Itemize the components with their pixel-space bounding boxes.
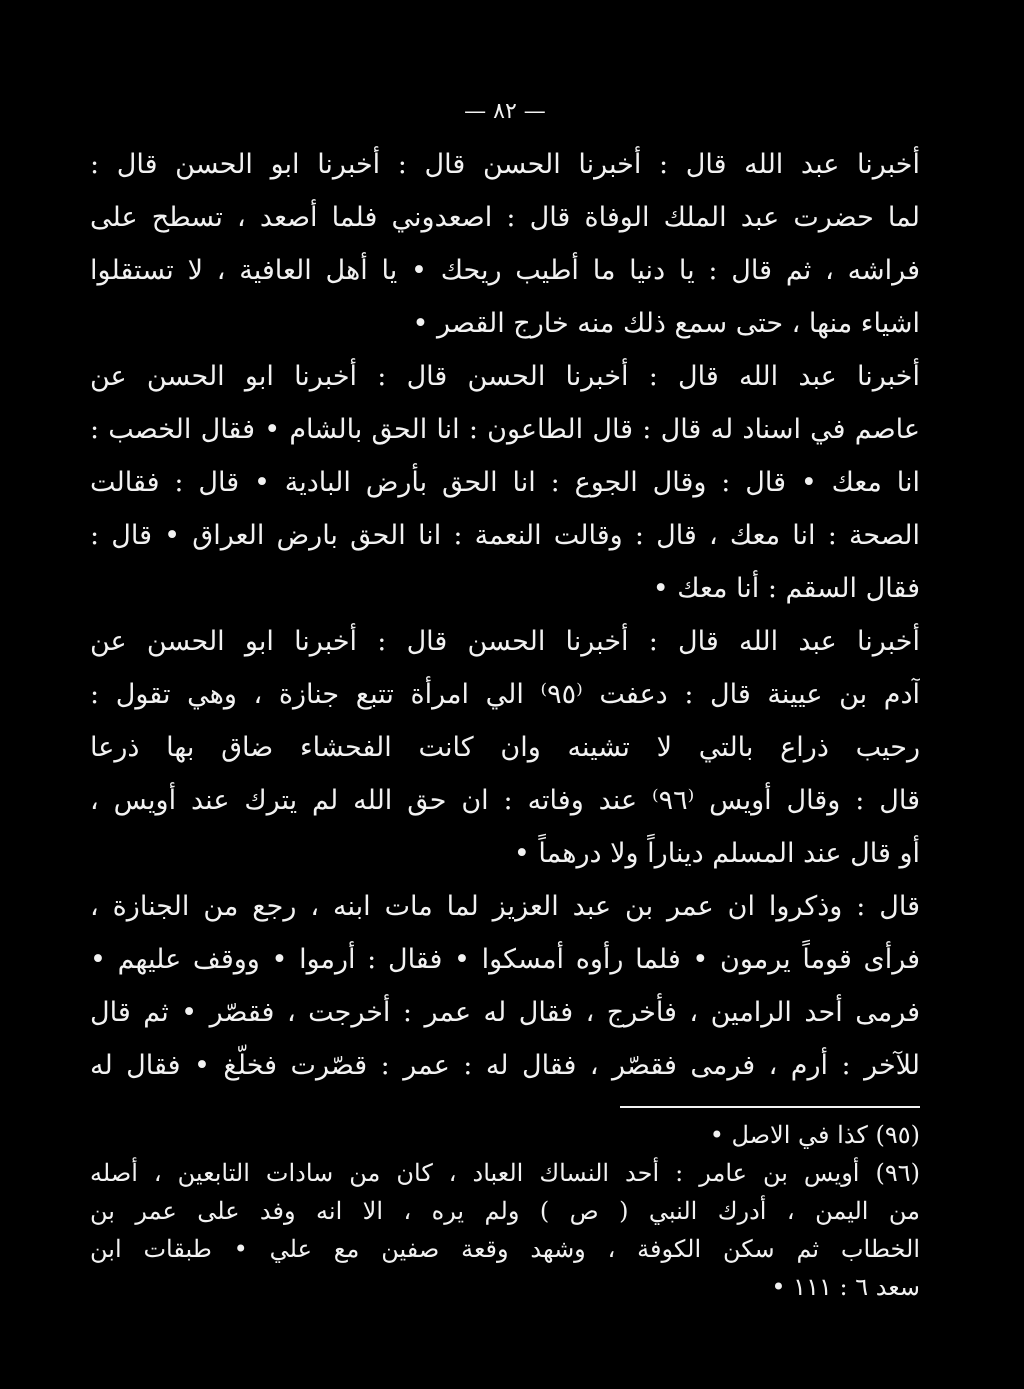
- text-line: أخبرنا عبد الله قال : أخبرنا الحسن قال : أخبرنا ابو الحسن عن: [90, 626, 920, 657]
- text-line: قال : وقال أويس ⁽٩٦⁾ عند وفاته : ان حق الله لم يترك عند أويس ،: [90, 785, 920, 816]
- footnote-96-line: (٩٦) أويس بن عامر : أحد النساك العباد ، كان من سادات التابعين ، أصله: [90, 1159, 920, 1187]
- text-line: عاصم في اسناد له قال : قال الطاعون : انا الحق بالشام • فقال الخصب :: [90, 414, 920, 445]
- poetry-line: رحيب ذراع بالتي لا تشينه وان كانت الفحشاء ضاق بها ذرعا: [90, 732, 920, 763]
- text-line: أو قال عند المسلم ديناراً ولا درهماً •: [513, 838, 920, 869]
- page-number: — ٨٢ —: [464, 99, 546, 124]
- footnote-96-line: سعد ٦ : ١١١ •: [771, 1273, 920, 1301]
- text-line: فرمى أحد الرامين ، فأخرج ، فقال له عمر : أخرجت ، فقصّر • ثم قال: [90, 997, 920, 1028]
- text-line: فرأى قوماً يرمون • فلما رأوه أمسكوا • فقال : أرموا • ووقف عليهم •: [90, 944, 920, 975]
- text-line: أخبرنا عبد الله قال : أخبرنا الحسن قال : أخبرنا ابو الحسن قال :: [90, 149, 920, 180]
- footnote-separator: [620, 1106, 920, 1108]
- document-page: [90, 92, 920, 1306]
- footnotes: [90, 1116, 920, 1306]
- text-line: فقال السقم : أنا معك •: [652, 573, 920, 604]
- text-line: آدم بن عيينة قال : دعفت ⁽٩٥⁾ الي امرأة تتبع جنازة ، وهي تقول :: [90, 679, 920, 710]
- footnote-96-line: من اليمن ، أدرك النبي ( ص ) ولم يره ، الا انه وفد على عمر بن: [90, 1197, 920, 1225]
- footnote-96-line: الخطاب ثم سكن الكوفة ، وشهد وقعة صفين مع علي • طبقات ابن: [90, 1235, 920, 1263]
- paragraph-3: [90, 615, 920, 880]
- paragraph-4: [90, 880, 920, 1092]
- text-line: انا معك • قال : وقال الجوع : انا الحق بأرض البادية • قال : فقالت: [90, 467, 920, 498]
- paragraph-1: [90, 138, 920, 350]
- body-text: [90, 138, 920, 1092]
- paragraph-2: [90, 350, 920, 615]
- text-line: قال : وذكروا ان عمر بن عبد العزيز لما مات ابنه ، رجع من الجنازة ،: [90, 891, 920, 922]
- text-line: اشياء منها ، حتى سمع ذلك منه خارج القصر •: [412, 308, 920, 339]
- text-line: أخبرنا عبد الله قال : أخبرنا الحسن قال : أخبرنا ابو الحسن عن: [90, 361, 920, 392]
- text-line: للآخر : أرم ، فرمى فقصّر ، فقال له : عمر : قصّرت فخلّغ • فقال له: [90, 1050, 920, 1081]
- text-line: فراشه ، ثم قال : يا دنيا ما أطيب ريحك • يا أهل العافية ، لا تستقلوا: [90, 255, 920, 286]
- text-line: الصحة : انا معك ، قال : وقالت النعمة : انا الحق بارض العراق • قال :: [90, 520, 920, 551]
- footnote-95: (٩٥) كذا في الاصل •: [709, 1121, 920, 1149]
- text-line: لما حضرت عبد الملك الوفاة قال : اصعدوني فلما أصعد ، تسطح على: [90, 202, 920, 233]
